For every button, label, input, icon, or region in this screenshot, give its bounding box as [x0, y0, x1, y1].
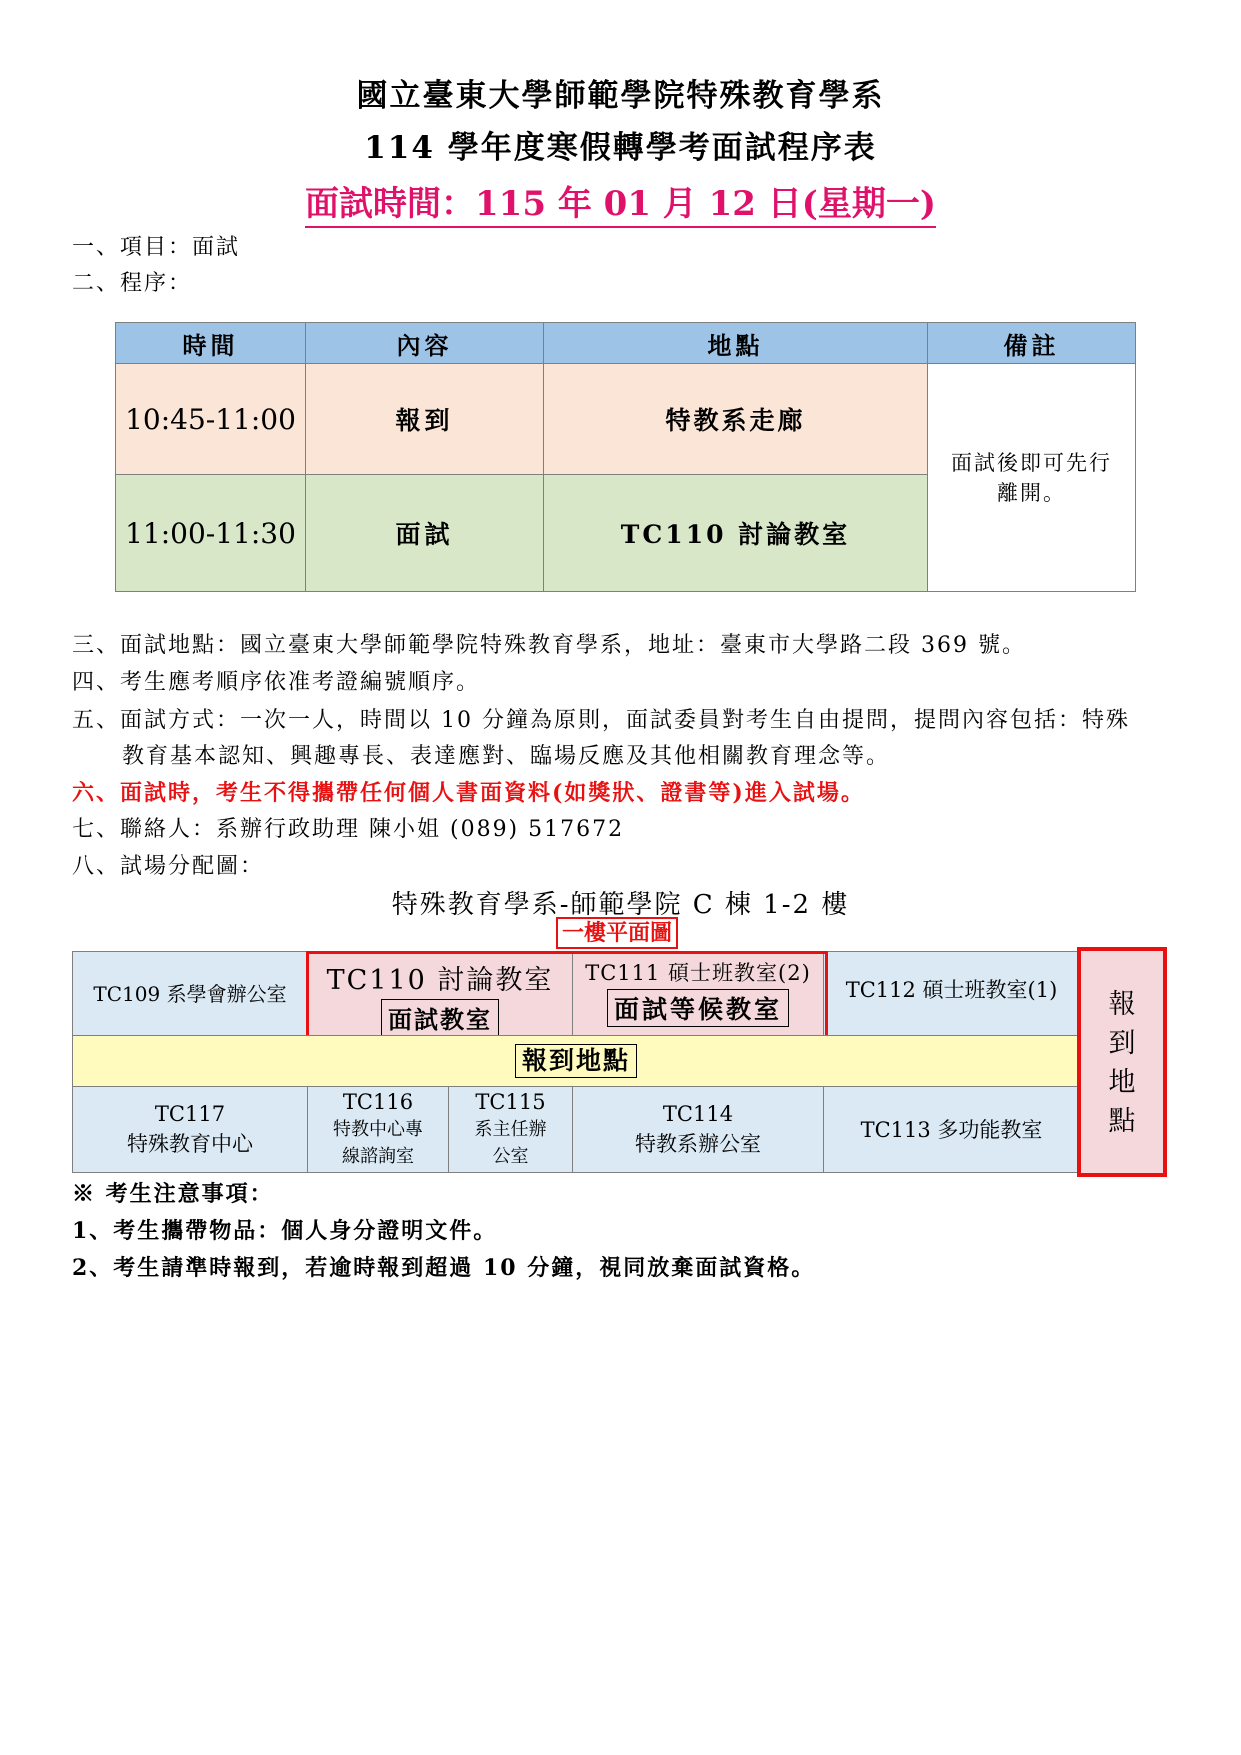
tc117-name: 特殊教育中心 — [127, 1132, 253, 1156]
row1-place: 特教系走廊 — [544, 364, 928, 475]
tc114-name: 特教系辦公室 — [635, 1132, 761, 1156]
row1-time: 10:45-11:00 — [116, 364, 306, 475]
floorplan-title: 特殊教育學系-師範學院 C 棟 1-2 樓 — [391, 890, 850, 920]
note-method: 五、面試方式：一次一人，時間以 10 分鐘為原則，面試委員對考生自由提問，提問內容包括：特殊 — [72, 708, 1130, 733]
tc116-code: TC116 — [342, 1090, 414, 1114]
room-tc115 — [448, 1086, 573, 1173]
note-order: 四、考生應考順序依准考證編號順序。 — [72, 670, 481, 695]
room-tc113: TC113 多功能教室 — [823, 1086, 1080, 1173]
room-tc111 — [572, 951, 824, 1036]
page-subtitle: 114 學年度寒假轉學考面試程序表 — [364, 130, 877, 166]
page-title: 國立臺東大學師範學院特殊教育學系 — [356, 78, 885, 114]
schedule-header-row — [116, 323, 1136, 364]
tc111-label: TC111 碩士班教室(2) — [585, 961, 811, 985]
room-tc117 — [72, 1086, 308, 1173]
room-tc110 — [307, 951, 573, 1036]
note-line2: 離開。 — [997, 480, 1066, 505]
row2-content: 面試 — [306, 475, 544, 592]
tc110-tag: 面試教室 — [381, 999, 499, 1036]
tc115-code: TC115 — [475, 1090, 546, 1114]
reminder-1: 1、考生攜帶物品：個人身分證明文件。 — [72, 1218, 498, 1244]
floorplan-subtitle: 一樓平面圖 — [556, 917, 678, 949]
reminders-title: ※ 考生注意事項： — [72, 1181, 274, 1207]
tc110-label: TC110 討論教室 — [326, 965, 554, 996]
side-char-2: 到 — [1108, 1028, 1136, 1059]
note-contact: 七、聯絡人：系辦行政助理 陳小姐 (089) 517672 — [72, 817, 625, 842]
header-time: 時間 — [116, 323, 306, 364]
section-procedure: 二、程序： — [72, 271, 193, 296]
tc111-tag: 面試等候教室 — [607, 989, 789, 1027]
tc115-name1: 系主任辦 — [474, 1119, 547, 1140]
tc117-code: TC117 — [154, 1102, 226, 1126]
schedule-note — [928, 364, 1136, 592]
side-char-1: 報 — [1108, 989, 1136, 1020]
row2-time: 11:00-11:30 — [116, 475, 306, 592]
note-location: 三、面試地點：國立臺東大學師範學院特殊教育學系，地址：臺東市大學路二段 369 號。 — [72, 633, 1026, 658]
room-tc112: TC112 碩士班教室(1) — [823, 951, 1080, 1036]
schedule-table — [115, 322, 1136, 592]
row2-place: TC110 討論教室 — [544, 475, 928, 592]
reminder-2: 2、考生請準時報到，若逾時報到超過 10 分鐘，視同放棄面試資格。 — [72, 1255, 816, 1281]
section-item: 一、項目：面試 — [72, 235, 241, 260]
room-tc109: TC109 系學會辦公室 — [72, 951, 308, 1036]
corridor-label: 報到地點 — [515, 1044, 637, 1078]
corridor — [72, 1035, 1080, 1087]
room-tc116 — [307, 1086, 449, 1173]
header-note: 備註 — [928, 323, 1136, 364]
note-line1: 面試後即可先行 — [951, 450, 1112, 475]
tc115-name2: 公室 — [492, 1146, 529, 1167]
note-warning: 六、面試時，考生不得攜帶任何個人書面資料(如獎狀、證書等)進入試場。 — [72, 780, 865, 806]
header-place: 地點 — [544, 323, 928, 364]
side-checkin-label — [1077, 947, 1167, 1177]
note-method-cont: 教育基本認知、興趣專長、表達應對、臨場反應及其他相關教育理念等。 — [122, 744, 891, 769]
tc114-code: TC114 — [662, 1102, 734, 1126]
note-map: 八、試場分配圖： — [72, 854, 265, 879]
schedule-row — [116, 364, 1136, 475]
interview-date — [0, 176, 1241, 225]
side-char-4: 點 — [1108, 1106, 1136, 1137]
room-tc114 — [572, 1086, 824, 1173]
side-char-3: 地 — [1108, 1067, 1136, 1098]
tc116-name1: 特教中心專 — [333, 1119, 423, 1140]
interview-date-text: 面試時間：115 年 01 月 12 日(星期一) — [305, 184, 936, 228]
tc116-name2: 線諮詢室 — [342, 1146, 414, 1167]
header-content: 內容 — [306, 323, 544, 364]
row1-content: 報到 — [306, 364, 544, 475]
